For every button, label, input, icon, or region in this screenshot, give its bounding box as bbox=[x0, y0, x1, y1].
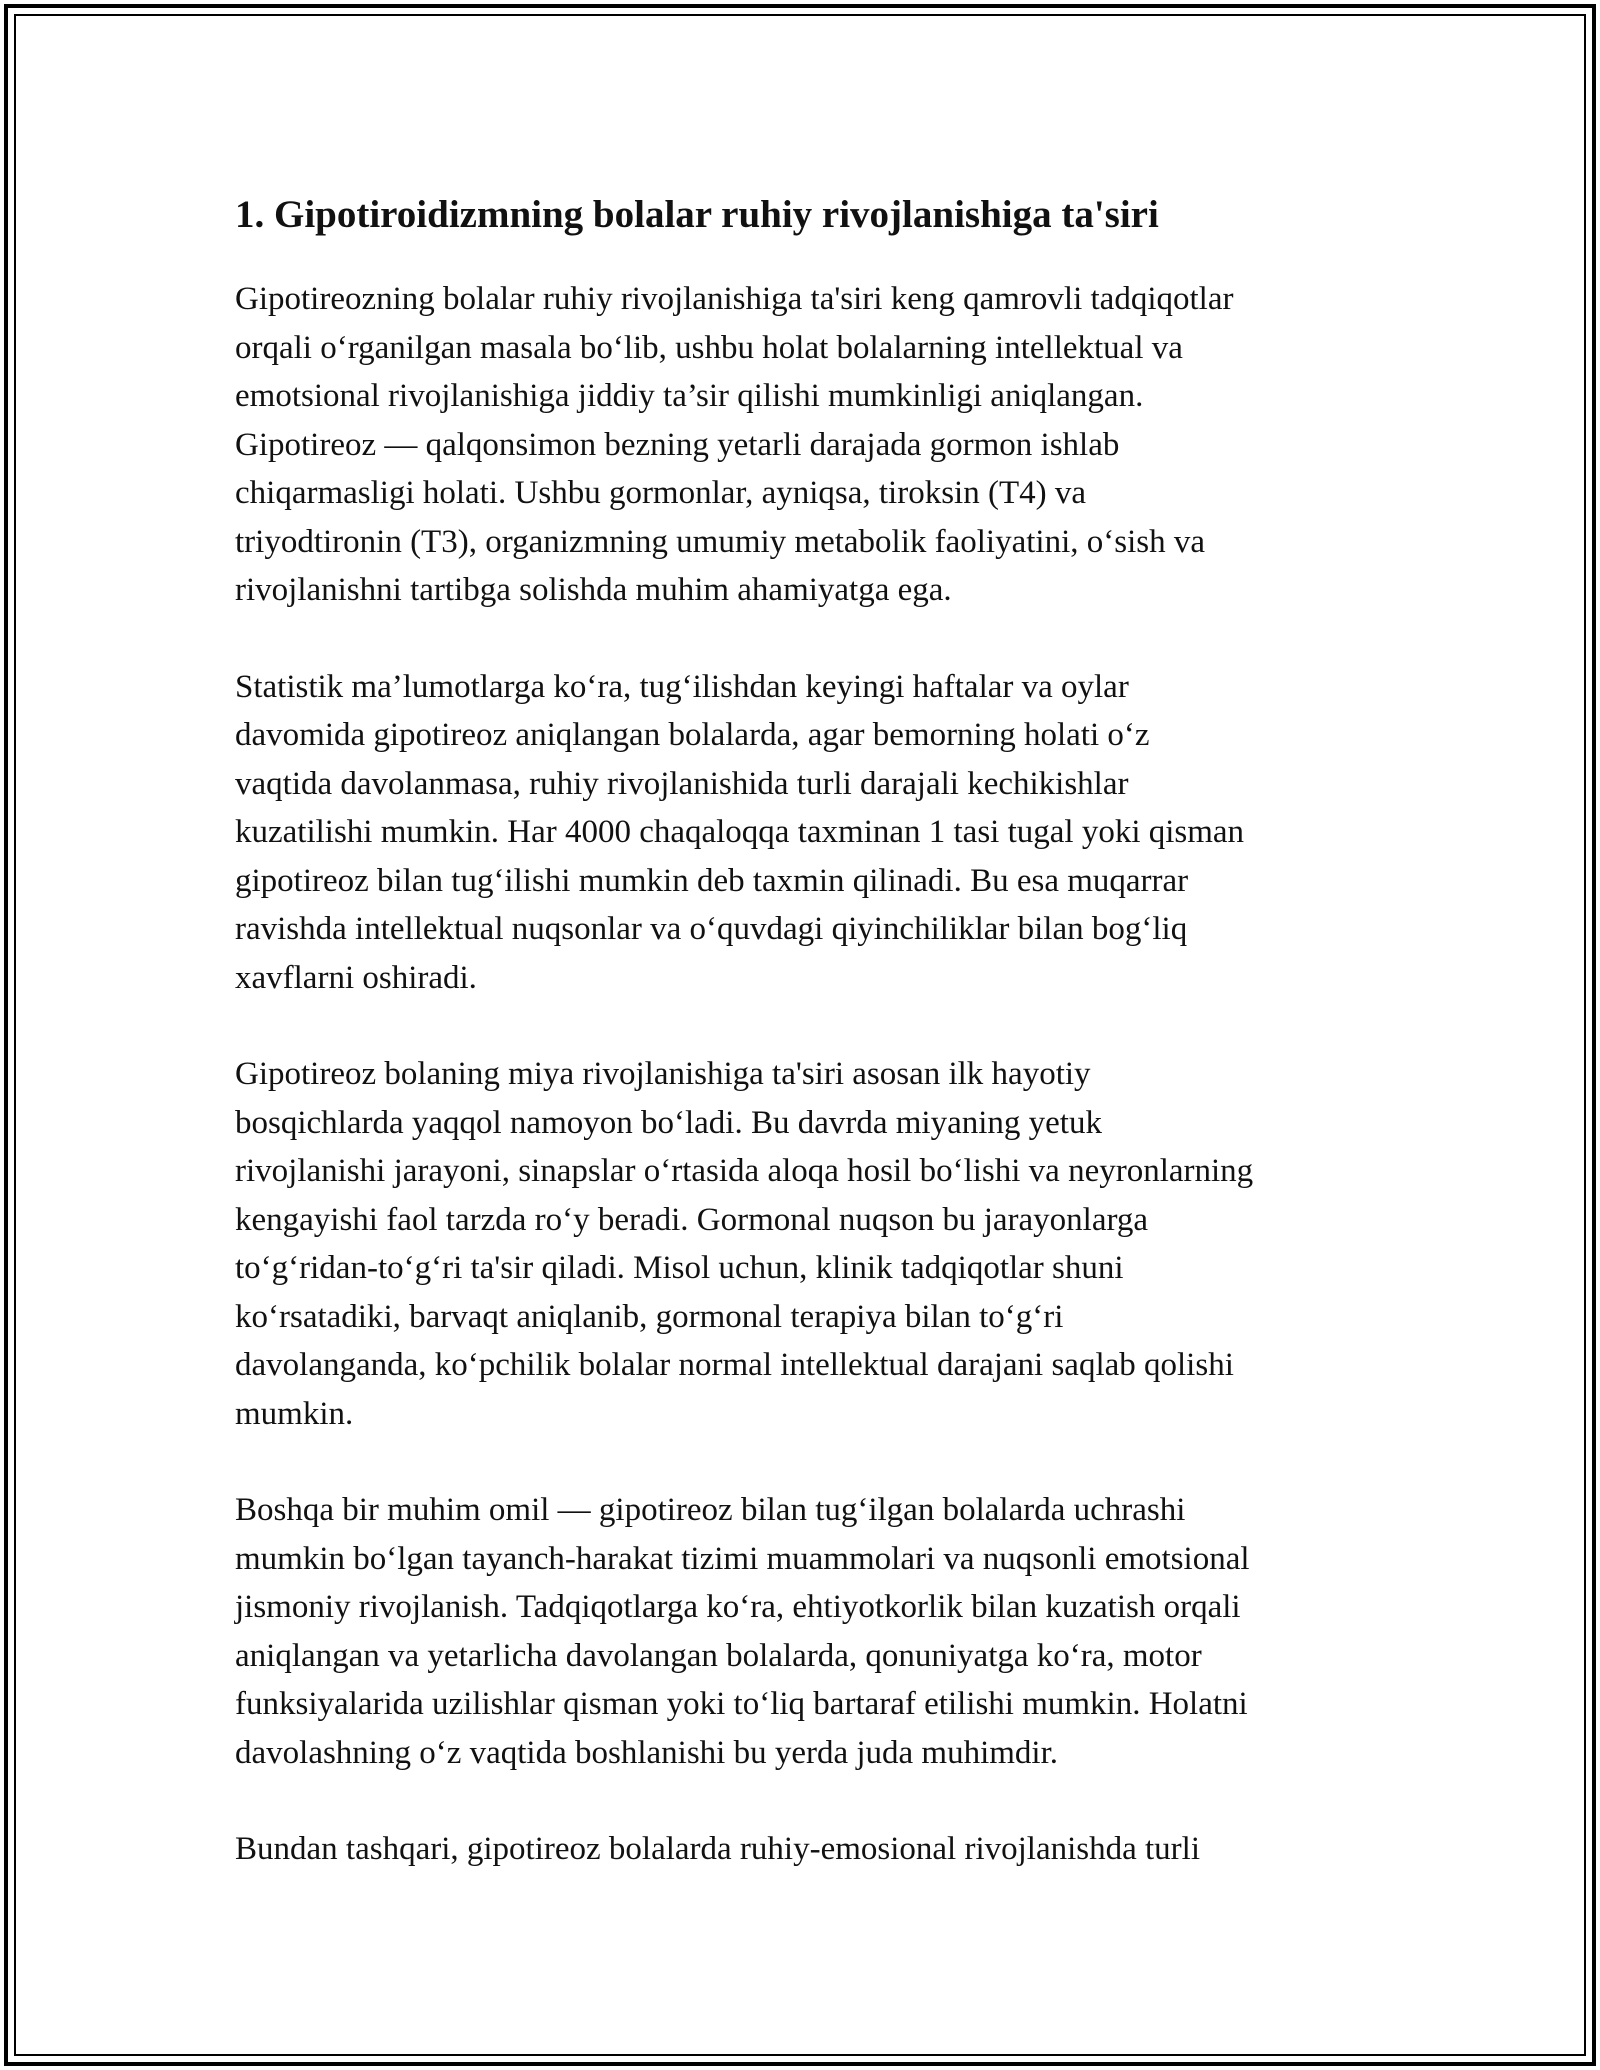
text-line: chiqarmasligi holati. Ushbu gormonlar, ayniqsa, tiroksin (T4) va bbox=[235, 475, 1087, 511]
text-line: kuzatilishi mumkin. Har 4000 chaqaloqqa taxminan 1 tasi tugal yoki qisman bbox=[235, 814, 1245, 850]
text-line: jismoniy rivojlanish. Tadqiqotlarga ko‘ra, ehtiyotkorlik bilan kuzatish orqali bbox=[235, 1589, 1241, 1625]
text-line: Boshqa bir muhim omil — gipotireoz bilan tug‘ilgan bolalarda uchrashi bbox=[235, 1492, 1186, 1528]
text-line: funksiyalarida uzilishlar qisman yoki to‘liq bartaraf etilishi mumkin. Holatni bbox=[235, 1686, 1248, 1722]
text-line: Bundan tashqari, gipotireoz bolalarda ruhiy-emosional rivojlanishda turli bbox=[235, 1831, 1201, 1867]
text-line: rivojlanishi jarayoni, sinapslar o‘rtasida aloqa hosil bo‘lishi va neyronlarning bbox=[235, 1153, 1254, 1189]
text-line: mumkin bo‘lgan tayanch-harakat tizimi muammolari va nuqsonli emotsional bbox=[235, 1540, 1250, 1577]
text-line: xavflarni oshiradi. bbox=[235, 959, 477, 996]
text-line: emotsional rivojlanishiga jiddiy ta’sir qilishi mumkinligi aniqlangan. bbox=[235, 378, 1144, 414]
paragraph-1 bbox=[235, 275, 1395, 615]
text-line: Statistik ma’lumotlarga ko‘ra, tug‘ilishdan keyingi haftalar va oylar bbox=[235, 668, 1129, 705]
text-line: Gipotireoz bolaning miya rivojlanishiga ta'siri asosan ilk hayotiy bbox=[235, 1056, 1091, 1092]
paragraph-5 bbox=[235, 1825, 1395, 1874]
text-line: orqali o‘rganilgan masala bo‘lib, ushbu holat bolalarning intellektual va bbox=[235, 329, 1183, 366]
paragraph-2 bbox=[235, 663, 1395, 1003]
text-line: aniqlangan va yetarlicha davolangan bolalarda, qonuniyatga ko‘ra, motor bbox=[235, 1637, 1202, 1674]
text-line: bosqichlarda yaqqol namoyon bo‘ladi. Bu davrda miyaning yetuk bbox=[235, 1104, 1102, 1141]
text-line: vaqtida davolanmasa, ruhiy rivojlanishida turli darajali kechikishlar bbox=[235, 765, 1129, 802]
text-line: Gipotireoz — qalqonsimon bezning yetarli darajada gormon ishlab bbox=[235, 426, 1120, 463]
paragraph-3 bbox=[235, 1050, 1395, 1438]
section-heading: 1. Gipotiroidizmning bolalar ruhiy rivojlanishiga ta'siri bbox=[235, 193, 1159, 236]
text-line: rivojlanishni tartibga solishda muhim ahamiyatga ega. bbox=[235, 572, 952, 608]
text-line: ko‘rsatadiki, barvaqt aniqlanib, gormonal terapiya bilan to‘g‘ri bbox=[235, 1298, 1064, 1335]
text-line: mumkin. bbox=[235, 1395, 354, 1432]
text-line: davolashning o‘z vaqtida boshlanishi bu yerda juda muhimdir. bbox=[235, 1734, 1059, 1771]
text-line: ravishda intellektual nuqsonlar va o‘quvdagi qiyinchiliklar bilan bog‘liq bbox=[235, 911, 1188, 947]
text-line: gipotireoz bilan tug‘ilishi mumkin deb taxmin qilinadi. Bu esa muqarrar bbox=[235, 862, 1189, 899]
text-line: davolanganda, ko‘pchilik bolalar normal intellektual darajani saqlab qolishi bbox=[235, 1347, 1234, 1383]
text-line: Gipotireozning bolalar ruhiy rivojlanishiga ta'siri keng qamrovli tadqiqotlar bbox=[235, 281, 1234, 317]
text-line: davomida gipotireoz aniqlangan bolalarda, agar bemorning holati o‘z bbox=[235, 717, 1150, 753]
text-line: triyodtironin (T3), organizmning umumiy metabolik faoliyatini, o‘sish va bbox=[235, 523, 1205, 560]
document-body bbox=[235, 183, 1395, 1922]
text-line: to‘g‘ridan-to‘g‘ri ta'sir qiladi. Misol uchun, klinik tadqiqotlar shuni bbox=[235, 1250, 1124, 1286]
text-line: kengayishi faol tarzda ro‘y beradi. Gormonal nuqson bu jarayonlarga bbox=[235, 1201, 1149, 1238]
paragraph-4 bbox=[235, 1486, 1395, 1777]
